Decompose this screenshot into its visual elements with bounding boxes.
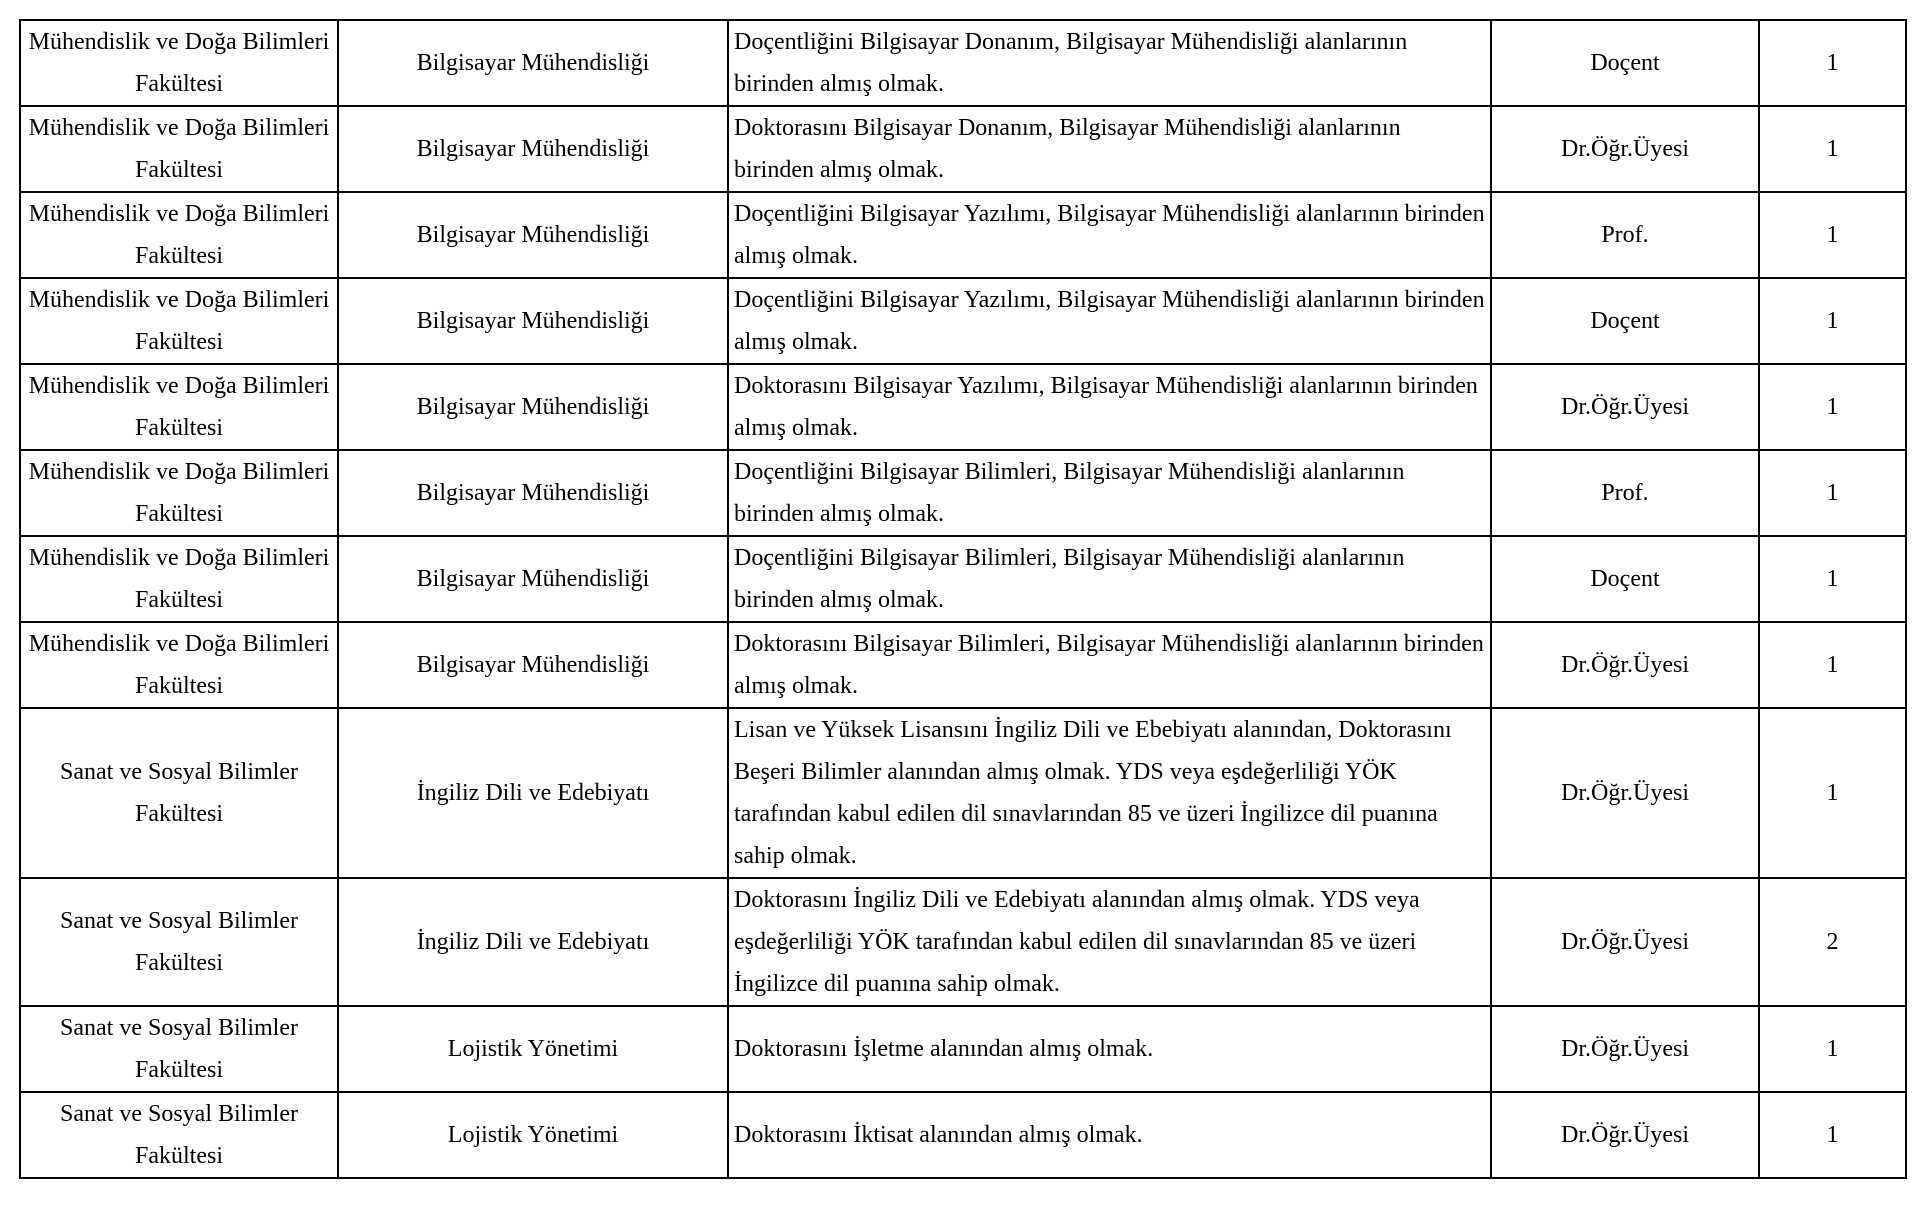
requirement-cell: Doktorasını Bilgisayar Yazılımı, Bilgisayar Mühendisliği alanlarının birinden almış olmak. bbox=[728, 364, 1491, 450]
requirement-cell: Lisan ve Yüksek Lisansını İngiliz Dili ve Ebebiyatı alanından, Doktorasını Beşeri Bilimler alanından almış olmak. YDS veya eşdeğerliliği YÖK tarafından kabul edilen dil sınavlarından 85 ve üzeri İngilizce dil puanına sahip olmak. bbox=[728, 708, 1491, 878]
department-cell: Bilgisayar Mühendisliği bbox=[338, 622, 728, 708]
table-row bbox=[20, 708, 1906, 878]
requirement-cell: Doçentliğini Bilgisayar Bilimleri, Bilgisayar Mühendisliği alanlarının birinden almış olmak. bbox=[728, 536, 1491, 622]
table-row bbox=[20, 20, 1906, 106]
title-cell: Dr.Öğr.Üyesi bbox=[1491, 708, 1759, 878]
department-cell: Bilgisayar Mühendisliği bbox=[338, 364, 728, 450]
department-cell: Lojistik Yönetimi bbox=[338, 1092, 728, 1178]
count-cell: 1 bbox=[1759, 364, 1906, 450]
requirement-cell: Doktorasını İktisat alanından almış olmak. bbox=[728, 1092, 1491, 1178]
faculty-cell: Sanat ve Sosyal Bilimler Fakültesi bbox=[20, 1006, 338, 1092]
count-cell: 1 bbox=[1759, 278, 1906, 364]
requirement-cell: Doçentliğini Bilgisayar Yazılımı, Bilgisayar Mühendisliği alanlarının birinden almış olmak. bbox=[728, 192, 1491, 278]
faculty-cell: Mühendislik ve Doğa Bilimleri Fakültesi bbox=[20, 364, 338, 450]
table-row bbox=[20, 1006, 1906, 1092]
requirement-cell: Doçentliğini Bilgisayar Donanım, Bilgisayar Mühendisliği alanlarının birinden almış olmak. bbox=[728, 20, 1491, 106]
table-row bbox=[20, 364, 1906, 450]
count-cell: 1 bbox=[1759, 708, 1906, 878]
table-row bbox=[20, 536, 1906, 622]
title-cell: Prof. bbox=[1491, 192, 1759, 278]
title-cell: Doçent bbox=[1491, 20, 1759, 106]
table-row bbox=[20, 192, 1906, 278]
faculty-cell: Mühendislik ve Doğa Bilimleri Fakültesi bbox=[20, 536, 338, 622]
table-row bbox=[20, 106, 1906, 192]
count-cell: 1 bbox=[1759, 1006, 1906, 1092]
faculty-cell: Mühendislik ve Doğa Bilimleri Fakültesi bbox=[20, 192, 338, 278]
title-cell: Doçent bbox=[1491, 536, 1759, 622]
faculty-cell: Sanat ve Sosyal Bilimler Fakültesi bbox=[20, 1092, 338, 1178]
count-cell: 1 bbox=[1759, 106, 1906, 192]
title-cell: Dr.Öğr.Üyesi bbox=[1491, 1092, 1759, 1178]
department-cell: Bilgisayar Mühendisliği bbox=[338, 192, 728, 278]
requirement-cell: Doktorasını Bilgisayar Bilimleri, Bilgisayar Mühendisliği alanlarının birinden almış olmak. bbox=[728, 622, 1491, 708]
count-cell: 1 bbox=[1759, 1092, 1906, 1178]
faculty-cell: Sanat ve Sosyal Bilimler Fakültesi bbox=[20, 878, 338, 1006]
faculty-staff-table bbox=[19, 19, 1907, 1179]
department-cell: Bilgisayar Mühendisliği bbox=[338, 450, 728, 536]
department-cell: Bilgisayar Mühendisliği bbox=[338, 20, 728, 106]
faculty-cell: Mühendislik ve Doğa Bilimleri Fakültesi bbox=[20, 106, 338, 192]
faculty-cell: Mühendislik ve Doğa Bilimleri Fakültesi bbox=[20, 450, 338, 536]
table-row bbox=[20, 278, 1906, 364]
title-cell: Dr.Öğr.Üyesi bbox=[1491, 364, 1759, 450]
faculty-cell: Mühendislik ve Doğa Bilimleri Fakültesi bbox=[20, 20, 338, 106]
requirement-cell: Doçentliğini Bilgisayar Bilimleri, Bilgisayar Mühendisliği alanlarının birinden almış olmak. bbox=[728, 450, 1491, 536]
count-cell: 2 bbox=[1759, 878, 1906, 1006]
count-cell: 1 bbox=[1759, 450, 1906, 536]
department-cell: İngiliz Dili ve Edebiyatı bbox=[338, 878, 728, 1006]
department-cell: Bilgisayar Mühendisliği bbox=[338, 536, 728, 622]
department-cell: Bilgisayar Mühendisliği bbox=[338, 106, 728, 192]
count-cell: 1 bbox=[1759, 192, 1906, 278]
title-cell: Doçent bbox=[1491, 278, 1759, 364]
count-cell: 1 bbox=[1759, 20, 1906, 106]
title-cell: Dr.Öğr.Üyesi bbox=[1491, 1006, 1759, 1092]
department-cell: Bilgisayar Mühendisliği bbox=[338, 278, 728, 364]
title-cell: Dr.Öğr.Üyesi bbox=[1491, 622, 1759, 708]
count-cell: 1 bbox=[1759, 536, 1906, 622]
faculty-cell: Sanat ve Sosyal Bilimler Fakültesi bbox=[20, 708, 338, 878]
table-row bbox=[20, 622, 1906, 708]
requirement-cell: Doçentliğini Bilgisayar Yazılımı, Bilgisayar Mühendisliği alanlarının birinden almış olmak. bbox=[728, 278, 1491, 364]
title-cell: Prof. bbox=[1491, 450, 1759, 536]
requirement-cell: Doktorasını İngiliz Dili ve Edebiyatı alanından almış olmak. YDS veya eşdeğerliliği YÖK tarafından kabul edilen dil sınavlarından 85 ve üzeri İngilizce dil puanına sahip olmak. bbox=[728, 878, 1491, 1006]
table-body bbox=[20, 20, 1906, 1178]
department-cell: İngiliz Dili ve Edebiyatı bbox=[338, 708, 728, 878]
title-cell: Dr.Öğr.Üyesi bbox=[1491, 878, 1759, 1006]
faculty-cell: Mühendislik ve Doğa Bilimleri Fakültesi bbox=[20, 278, 338, 364]
requirement-cell: Doktorasını Bilgisayar Donanım, Bilgisayar Mühendisliği alanlarının birinden almış olmak. bbox=[728, 106, 1491, 192]
table-row bbox=[20, 450, 1906, 536]
department-cell: Lojistik Yönetimi bbox=[338, 1006, 728, 1092]
table-row bbox=[20, 1092, 1906, 1178]
table-row bbox=[20, 878, 1906, 1006]
title-cell: Dr.Öğr.Üyesi bbox=[1491, 106, 1759, 192]
faculty-cell: Mühendislik ve Doğa Bilimleri Fakültesi bbox=[20, 622, 338, 708]
requirement-cell: Doktorasını İşletme alanından almış olmak. bbox=[728, 1006, 1491, 1092]
count-cell: 1 bbox=[1759, 622, 1906, 708]
